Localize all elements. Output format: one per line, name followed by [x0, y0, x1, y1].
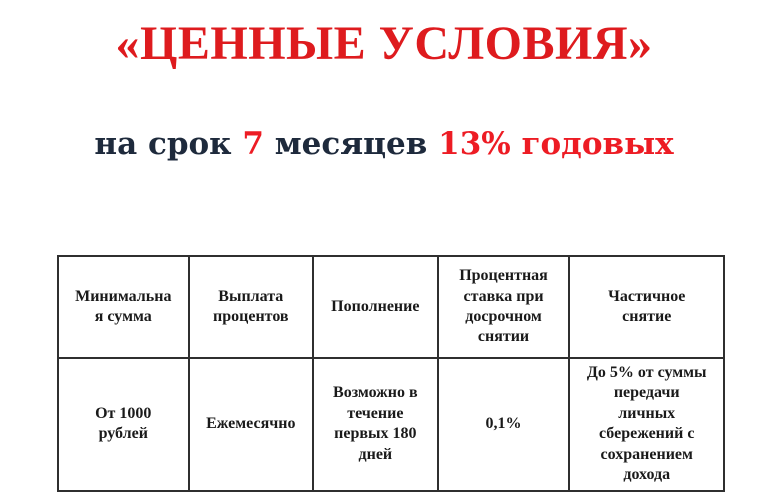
subtitle-segment-term-label: на срок [94, 126, 243, 163]
subtitle [0, 127, 768, 161]
cell-replenishment: Возможно в течение первых 180 дней [313, 358, 438, 491]
conditions-table [57, 255, 725, 492]
header-min-sum: Минимальная сумма [58, 256, 189, 358]
header-early-withdrawal-rate: Процентная ставка при досрочном снятии [438, 256, 570, 358]
cell-partial-withdrawal: До 5% от суммы передачи личных сбережений с сохранением дохода [569, 358, 724, 491]
header-replenishment: Пополнение [313, 256, 438, 358]
header-interest-payout: Выплата процентов [189, 256, 314, 358]
header-partial-withdrawal: Частичное снятие [569, 256, 724, 358]
cell-early-withdrawal-rate: 0,1% [438, 358, 570, 491]
cell-min-sum: От 1000 рублей [58, 358, 189, 491]
table-header-row [58, 256, 724, 358]
subtitle-segment-months-label: месяцев [263, 126, 439, 163]
subtitle-segment-rate-value: 13% годовых [438, 126, 674, 163]
page-title: «ЦЕННЫЕ УСЛОВИЯ» [115, 17, 653, 70]
subtitle-segment-months-value: 7 [242, 126, 264, 163]
table-row [58, 358, 724, 491]
cell-interest-payout: Ежемесячно [189, 358, 314, 491]
